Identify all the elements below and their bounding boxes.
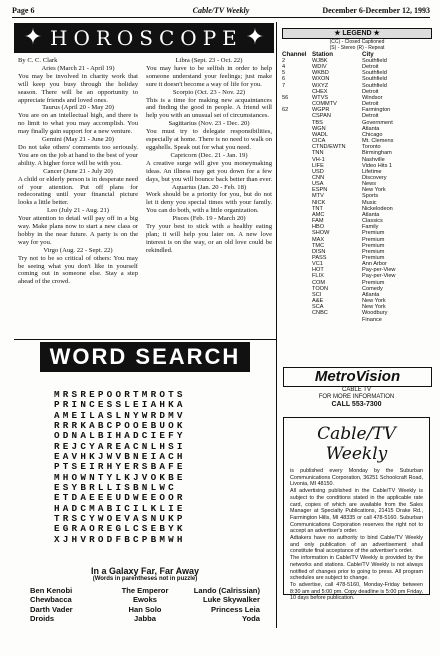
grid-row: XJHVRODFBCPBMWH <box>54 533 186 545</box>
grid-row: PTSEIRHYERSBAFE <box>54 461 186 473</box>
station-name: SHOW <box>312 230 330 237</box>
legend-row <box>282 317 432 323</box>
channel-number: 62 <box>282 107 289 114</box>
station-city: Detroit <box>362 88 379 95</box>
station-city: Southfield <box>362 58 387 64</box>
station-name: FLIX <box>312 273 324 280</box>
metrovision-line: CABLE TV <box>342 387 371 393</box>
word-item: Ben Kenobi <box>30 586 73 595</box>
channel-number: 7 <box>282 82 286 89</box>
station-name: PASS <box>312 255 327 261</box>
station-name: A&E <box>312 298 324 305</box>
column-header-station: Station <box>312 51 333 58</box>
station-name: USD <box>312 168 324 175</box>
station-name: MAX <box>312 236 325 243</box>
publisher-info-text <box>290 468 423 602</box>
station-city: Ann Arbor <box>362 261 387 268</box>
station-city: Woodbury <box>362 310 388 317</box>
station-city: Video Hits 1 <box>362 162 393 169</box>
station-name: WADL <box>312 131 328 138</box>
station-name: SCI <box>312 291 322 298</box>
horoscope-text: You may be involved in charity work that will keep you busy through the holiday season. There will be an opportunity to appreciate friends and loved ones. <box>18 72 138 104</box>
horoscope-column-2 <box>146 57 272 255</box>
horoscope-text: Your attention to detail will pay off in a big way. Make plans now to start a new class or hobby in the near future. A party is on the way for you. <box>18 215 138 246</box>
station-city: New York <box>362 304 386 311</box>
sign-heading: Gemini (May 21 - June 20) <box>42 136 114 144</box>
sign-heading: Taurus (April 20 - May 20) <box>42 104 114 112</box>
horoscope-text: You must try to delegate responsibilities, especially at home. There is no need to walk on eggshells. Speak out for what you need. <box>146 128 272 151</box>
station-city: Discovery <box>362 174 387 181</box>
word-search-subheading: (Words in parentheses not in puzzle) <box>92 576 198 582</box>
legend-title: ★ LEGEND ★ <box>282 28 432 39</box>
station-city: Birmingham <box>362 150 392 157</box>
station-name: COMMTV <box>312 101 337 108</box>
grid-row: TRSCYWOEVASNUKP <box>54 513 186 525</box>
station-city: Classics <box>362 218 383 225</box>
station-name: WXON <box>312 76 330 83</box>
station-city: Family <box>362 224 379 231</box>
metrovision-logo: MetroVision <box>283 367 432 387</box>
horoscope-text: You may have to be selfish in order to help someone understand your feelings; just make sure it doesn't become a way of life for you. <box>146 64 272 88</box>
horoscope-text: Try not to be so critical of others: You may be seeing what you don't like in yourself coming out in someone else. Stay a step ahead of the crowd. <box>18 254 138 286</box>
horoscope-text: A child or elderly person is in desperate need of your attention. Put off plans for redecorating until your financial picture looks a little better. <box>18 175 138 207</box>
channel-number: 5 <box>282 70 286 77</box>
grid-row: ODNALBIHADCIEFY <box>54 430 186 442</box>
station-name: TMC <box>312 242 325 249</box>
station-city: Premium <box>362 279 385 286</box>
sign-heading: Aquarius (Jan. 20 - Feb. 18) <box>171 183 247 191</box>
station-city: Premium <box>362 255 385 261</box>
channel-number: 4 <box>282 64 286 71</box>
word-search-grid <box>54 390 242 545</box>
station-city: Comedy <box>362 285 383 292</box>
station-city: Atlanta <box>362 291 380 298</box>
station-city: Nickelodeon <box>362 205 393 212</box>
sign-heading: Cancer (June 21 - July 20) <box>43 167 113 175</box>
horoscope-title: HOROSCOPE <box>50 26 243 50</box>
horoscope-column-1 <box>18 57 138 286</box>
star-icon: ✦ <box>245 25 265 50</box>
metrovision-phone: CALL 553-7300 <box>331 401 382 408</box>
station-city: Detroit <box>362 101 379 108</box>
word-item: The Emperor <box>121 586 169 595</box>
station-name <box>312 317 362 323</box>
station-name: TNT <box>312 205 323 212</box>
station-city: News <box>362 181 376 188</box>
station-name: CICA <box>312 138 326 145</box>
station-city: Farmington <box>362 107 391 114</box>
page-number: Page 6 <box>12 6 35 15</box>
grid-row: PRINCESSLEIAHKA <box>54 399 186 411</box>
issue-dates: December 6-December 12, 1993 <box>322 6 430 15</box>
channel-number: 2 <box>282 58 286 64</box>
station-city: Southfield <box>362 76 387 83</box>
station-city: Premium <box>362 248 385 255</box>
sign-heading: Leo (July 21 - Aug. 21) <box>47 207 109 215</box>
station-city: Detroit <box>362 113 379 120</box>
station-name: CHEX <box>312 88 328 95</box>
publisher-paragraph: is published every Monday by the Suburban Communications Corporation, 36251 Schoolcraft Road, Livonia, MI 48150. <box>290 468 423 488</box>
station-name: WDIV <box>312 64 327 71</box>
station-city: Music <box>362 199 377 206</box>
station-name: CSPAN <box>312 113 331 120</box>
station-name: HOT <box>312 267 324 274</box>
publisher-paragraph: To advertise, call 478-5160, Monday-Friday between 8:30 am and 5:00 pm. Copy deadline is 5:00 pm Friday, 10 days before publication. <box>290 581 423 602</box>
word-item: Droids <box>30 613 55 623</box>
station-name: WTVS <box>312 94 329 101</box>
legend-rows <box>282 58 432 323</box>
station-name: VH-1 <box>312 156 325 163</box>
station-name: WGPR <box>312 107 330 114</box>
header-rule <box>12 17 430 18</box>
station-city: Toronto <box>362 144 381 151</box>
station-name: LIFE <box>312 162 324 169</box>
channel-number <box>282 317 312 323</box>
word-item: Lando (Calrissian) <box>193 586 260 595</box>
legend-header-row <box>282 51 432 58</box>
column-header-channel: Channel <box>282 51 307 58</box>
publisher-paragraph: All advertising published in the Cable/TV Weekly is subject to the conditions stated in the applicable rate card, copies of which are available from the Sales Manager at Specialty Publications, 21415 Drake Rd., Farmington Hills, MI 48335 or call 478-5160. Suburban Communications Corporation reserves the right not to accept an advertiser's order. <box>290 488 423 535</box>
sign-heading: Sagittarius (Nov. 23 - Dec. 20) <box>168 120 250 128</box>
station-city: Nashville <box>362 156 385 163</box>
grid-row: EAVHKJWVBNEIACH <box>54 451 186 463</box>
station-city: Pay-per-View <box>362 273 396 280</box>
star-icon: ✦ <box>23 25 43 50</box>
station-city: Windsor <box>362 94 383 101</box>
station-city: New York <box>362 298 386 305</box>
station-city: Southfield <box>362 70 387 77</box>
word-search-heading: In a Galaxy Far, Far Away <box>90 566 200 576</box>
sign-heading: Capricorn (Dec. 21 - Jan. 19) <box>170 151 248 159</box>
station-city: Finance <box>362 316 382 323</box>
metrovision-line: FOR MORE INFORMATION <box>318 394 395 400</box>
station-name: WJBK <box>312 58 328 64</box>
station-city: Pay-per-View <box>362 267 396 274</box>
station-name: CTND/EWTN <box>312 144 346 151</box>
grid-row: MRSREPOORTMROTS <box>54 389 186 400</box>
byline: By C. C. Clark <box>18 57 58 64</box>
station-name: HBO <box>312 224 325 231</box>
station-name: MTV <box>312 193 324 200</box>
station-city: Atlanta <box>362 211 380 218</box>
publisher-info-box <box>283 417 430 602</box>
station-name: WXYZ <box>312 82 329 89</box>
channel-legend <box>282 28 432 323</box>
station-name: WKBD <box>312 70 329 77</box>
publication-logo: Cable/TV Weekly <box>317 424 396 464</box>
horoscope-banner <box>14 23 274 53</box>
word-item: Ewoks <box>132 595 158 605</box>
grid-row: HADCMABICILKLIE <box>54 502 186 514</box>
station-city: Premium <box>362 242 385 249</box>
station-name: FAM <box>312 218 324 225</box>
word-item: Han Solo <box>128 604 162 614</box>
station-city: Mt. Clemens <box>362 138 394 145</box>
station-name: TBS <box>312 119 323 126</box>
grid-row: AMEILASLNYWRDMV <box>54 409 186 421</box>
legend-note: (S) - Stereo (R) - Repeat <box>329 45 385 51</box>
station-name: TNN <box>312 150 324 157</box>
station-city: Southfield <box>362 82 387 89</box>
station-city: Chicago <box>362 131 383 138</box>
channel-number: 6 <box>282 76 286 83</box>
station-name: USA <box>312 181 324 188</box>
horoscope-text: You are on an intellectual high, and there is no limit to what you may accomplish. You may finally gain support for a new venture. <box>18 112 138 136</box>
column-divider <box>276 22 277 628</box>
horoscope-text: Try your best to stick with a healthy eating plan; it will help you later on. A new love interest is on the way, or an old love could be rekindled. <box>146 223 272 254</box>
publisher-paragraph: Adtakers have no authority to bind Cable/TV Weekly and only publication of an advertisement shall constitute final acceptance of the advertiser's order. <box>290 535 423 555</box>
word-item: Jabba <box>134 613 156 623</box>
grid-row: ETDAEEEUDWEEOOR <box>54 492 186 504</box>
column-header-city: City <box>362 51 374 58</box>
station-city: Sports <box>362 193 379 200</box>
horoscope-text: Do not take others' comments too seriously. You are on the job at hand to the best of your ability. A higher force will be with you. <box>18 143 138 167</box>
word-item: Luke Skywalker <box>202 595 260 605</box>
station-name: SCA <box>312 304 324 311</box>
station-name: AMC <box>312 211 325 218</box>
sign-heading: Libra (Sept. 23 - Oct. 22) <box>175 57 243 64</box>
grid-row: EGRAOREGLCSEBYK <box>54 523 186 535</box>
channel-number: 56 <box>282 94 289 101</box>
word-search-banner: WORD SEARCH <box>40 342 250 372</box>
grid-row: RRRKABCPOOEBUOK <box>54 420 186 432</box>
station-name: CNBC <box>312 310 328 317</box>
station-city: Atlanta <box>362 125 380 132</box>
horoscope-text: A creative surge will give you moneymaking ideas. An illness may get you down for a few days, but you will bounce back better than ever. <box>146 159 272 183</box>
word-item: Yoda <box>241 613 260 623</box>
sign-heading: Scorpio (Oct. 23 - Nov. 22) <box>172 88 246 96</box>
station-name: DISN <box>312 248 326 255</box>
publisher-paragraph: The information in Cable/TV Weekly is provided by the networks and stations. Cable/TV Weekly is not always notified of changes prior to going to press. All program schedules are subject to change. <box>290 555 423 582</box>
word-list <box>30 586 260 623</box>
legend-note: (CC) - Closed Captioned <box>329 39 385 45</box>
metrovision-info <box>283 387 430 408</box>
station-city: New York <box>362 187 386 194</box>
station-city: Lifetime <box>362 168 382 175</box>
word-item: Darth Vader <box>30 604 73 614</box>
station-name: TOON <box>312 285 329 292</box>
station-name: NICK <box>312 199 326 206</box>
sign-heading: Aries (March 21 - April 19) <box>41 64 115 72</box>
grid-row: MHOWNTYLKJVOKBE <box>54 471 186 483</box>
word-item: Princess Leia <box>211 604 260 614</box>
station-city: Detroit <box>362 64 379 71</box>
station-city: Premium <box>362 236 385 243</box>
sign-heading: Virgo (Aug. 22 - Sept. 22) <box>43 246 113 254</box>
station-name: CNN <box>312 174 325 181</box>
sign-heading: Pisces (Feb. 19 - March 20) <box>172 215 246 223</box>
grid-row: ESYBRLLISBNLWC <box>54 482 177 494</box>
station-name: COM <box>312 279 326 286</box>
word-item: Chewbacca <box>30 595 72 605</box>
station-city: Government <box>362 119 393 126</box>
station-city: Premium <box>362 230 385 237</box>
publication-name: Cable/TV Weekly <box>192 6 250 15</box>
station-name: WGN <box>312 125 326 132</box>
station-name: ESPN <box>312 187 328 194</box>
grid-row: REJCYAREACNLHSI <box>54 440 186 452</box>
horoscope-text: This is a time for making new acquaintances and finding the good in people. A friend will help you with an unusual set of circumstances. <box>146 96 272 120</box>
horoscope-text: Work should be a priority for you, but do not let it deny you special times with your family. You can do both, with a little organization. <box>146 191 272 215</box>
station-name: VC1 <box>312 261 323 268</box>
section-rule <box>14 339 276 340</box>
